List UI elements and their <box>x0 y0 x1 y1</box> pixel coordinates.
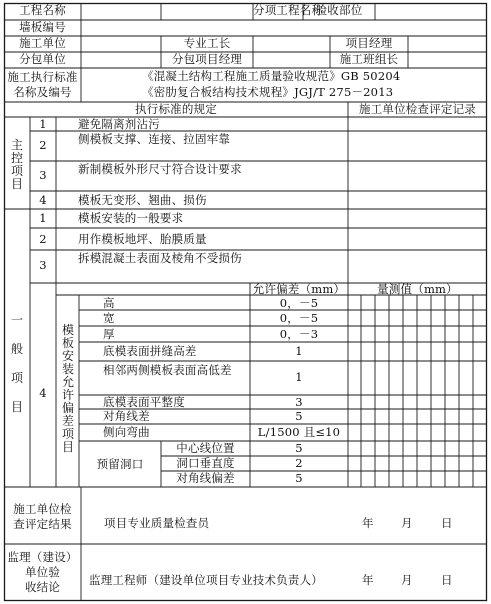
tolerance-item: 宽 <box>103 311 115 325</box>
year-label: 年 <box>362 573 374 587</box>
reserved-hole-value: 2 <box>295 456 303 470</box>
year-label: 年 <box>362 516 374 530</box>
standard-label-line-1: 施工执行标准 <box>7 70 78 84</box>
main-item-no: 2 <box>39 138 47 152</box>
tolerance-value: 0，－3 <box>279 327 319 341</box>
standard-label-line-2: 名称及编号 <box>13 85 72 99</box>
acceptance-part-label: 验收部位 <box>315 3 363 17</box>
main-item-text: 新制模板外形尺寸符合设计要求 <box>78 162 242 176</box>
subcontract-manager-label: 分包项目经理 <box>171 52 243 66</box>
quality-inspector-signature-label: 项目专业质量检查员 <box>104 516 210 530</box>
general-item-no: 3 <box>39 258 47 272</box>
day-label: 日 <box>441 573 453 587</box>
construction-unit-label: 施工单位 <box>19 36 66 50</box>
reserved-hole-item: 中心线位置 <box>176 441 235 455</box>
tolerance-item: 高 <box>103 296 115 310</box>
tolerance-value: 1 <box>295 344 303 358</box>
tolerance-value: 0，－5 <box>279 311 319 325</box>
project-name-label: 工程名称 <box>19 3 66 17</box>
main-item-text: 避免隔离剂沾污 <box>78 117 160 131</box>
supervision-label-line-1: 监理（建设） <box>7 550 78 564</box>
reserved-hole-value: 5 <box>295 441 303 455</box>
main-item-text: 模板无变形、翘曲、损伤 <box>78 193 207 207</box>
main-item-no: 4 <box>39 193 47 207</box>
general-item-no: 2 <box>39 232 47 246</box>
general-item-text: 拆模混凝土表面及棱角不受损伤 <box>78 251 242 265</box>
tolerance-item: 对角线差 <box>103 409 150 423</box>
wall-no-label: 墙板编号 <box>19 20 66 34</box>
supervision-engineer-signature-label: 监理工程师（建设单位项目专业技术负责人） <box>89 573 323 587</box>
main-item-no: 3 <box>39 168 47 182</box>
general-item-no: 1 <box>39 211 47 225</box>
supervision-label-line-3: 收结论 <box>24 580 61 594</box>
tolerance-value: 1 <box>295 370 303 384</box>
tolerance-item: 底模表面平整度 <box>103 395 185 409</box>
foreman-label: 专业工长 <box>183 36 231 50</box>
requirements-column-header: 执行标准的规定 <box>135 102 217 116</box>
tolerance-value: 0，－5 <box>279 296 319 310</box>
project-manager-label: 项目经理 <box>345 36 393 50</box>
general-item-text: 用作模板地坪、胎膜质量 <box>78 232 207 246</box>
main-control-group-label: 主控项目 <box>10 138 23 191</box>
tolerance-item: 厚 <box>103 327 115 341</box>
reserved-hole-item: 对角线偏差 <box>176 471 235 485</box>
month-label: 月 <box>401 516 413 530</box>
day-label: 日 <box>441 516 453 530</box>
tolerance-items-label: 模板安装允许偏差项目 <box>61 323 74 454</box>
general-item-4-no: 4 <box>39 386 47 400</box>
tolerance-item: 底模表面拼缝高差 <box>103 344 197 358</box>
general-item-text: 模板安装的一般要求 <box>78 211 184 225</box>
team-leader-label: 施工班组长 <box>339 52 399 66</box>
tolerance-value: 5 <box>295 409 303 423</box>
tolerance-item: 相邻两侧模板表面高低差 <box>103 363 232 377</box>
general-group-label: 一般项目 <box>10 313 23 414</box>
tolerance-header: 允许偏差（mm） <box>252 282 346 296</box>
measured-header: 量测值（mm） <box>377 282 458 296</box>
subcontract-unit-label: 分包单位 <box>19 52 66 66</box>
main-item-no: 1 <box>39 117 47 131</box>
tolerance-value: L/1500 且≤10 <box>257 425 341 439</box>
reserved-hole-label: 预留洞口 <box>96 457 144 471</box>
tolerance-item: 侧向弯曲 <box>103 425 150 439</box>
standard-gb50204: 《混凝土结构工程施工质量验收规范》GB 50204 <box>142 69 401 83</box>
standard-jgj275: 《密肋复合板结构技术规程》JGJ/T 275－2013 <box>142 85 394 99</box>
sub-project-label: 分项工程名称 <box>253 3 324 17</box>
month-label: 月 <box>401 573 413 587</box>
inspection-column-header: 施工单位检查评定记录 <box>359 102 476 116</box>
reserved-hole-value: 5 <box>295 471 303 485</box>
tolerance-value: 3 <box>295 395 303 409</box>
construction-result-label-line-1: 施工单位检 <box>13 502 72 516</box>
main-item-text: 侧模板支撑、连接、拉固牢靠 <box>78 132 231 146</box>
reserved-hole-item: 洞口垂直度 <box>176 456 235 470</box>
construction-result-label-line-2: 查评定结果 <box>13 517 72 531</box>
supervision-label-line-2: 单位验 <box>24 565 61 579</box>
